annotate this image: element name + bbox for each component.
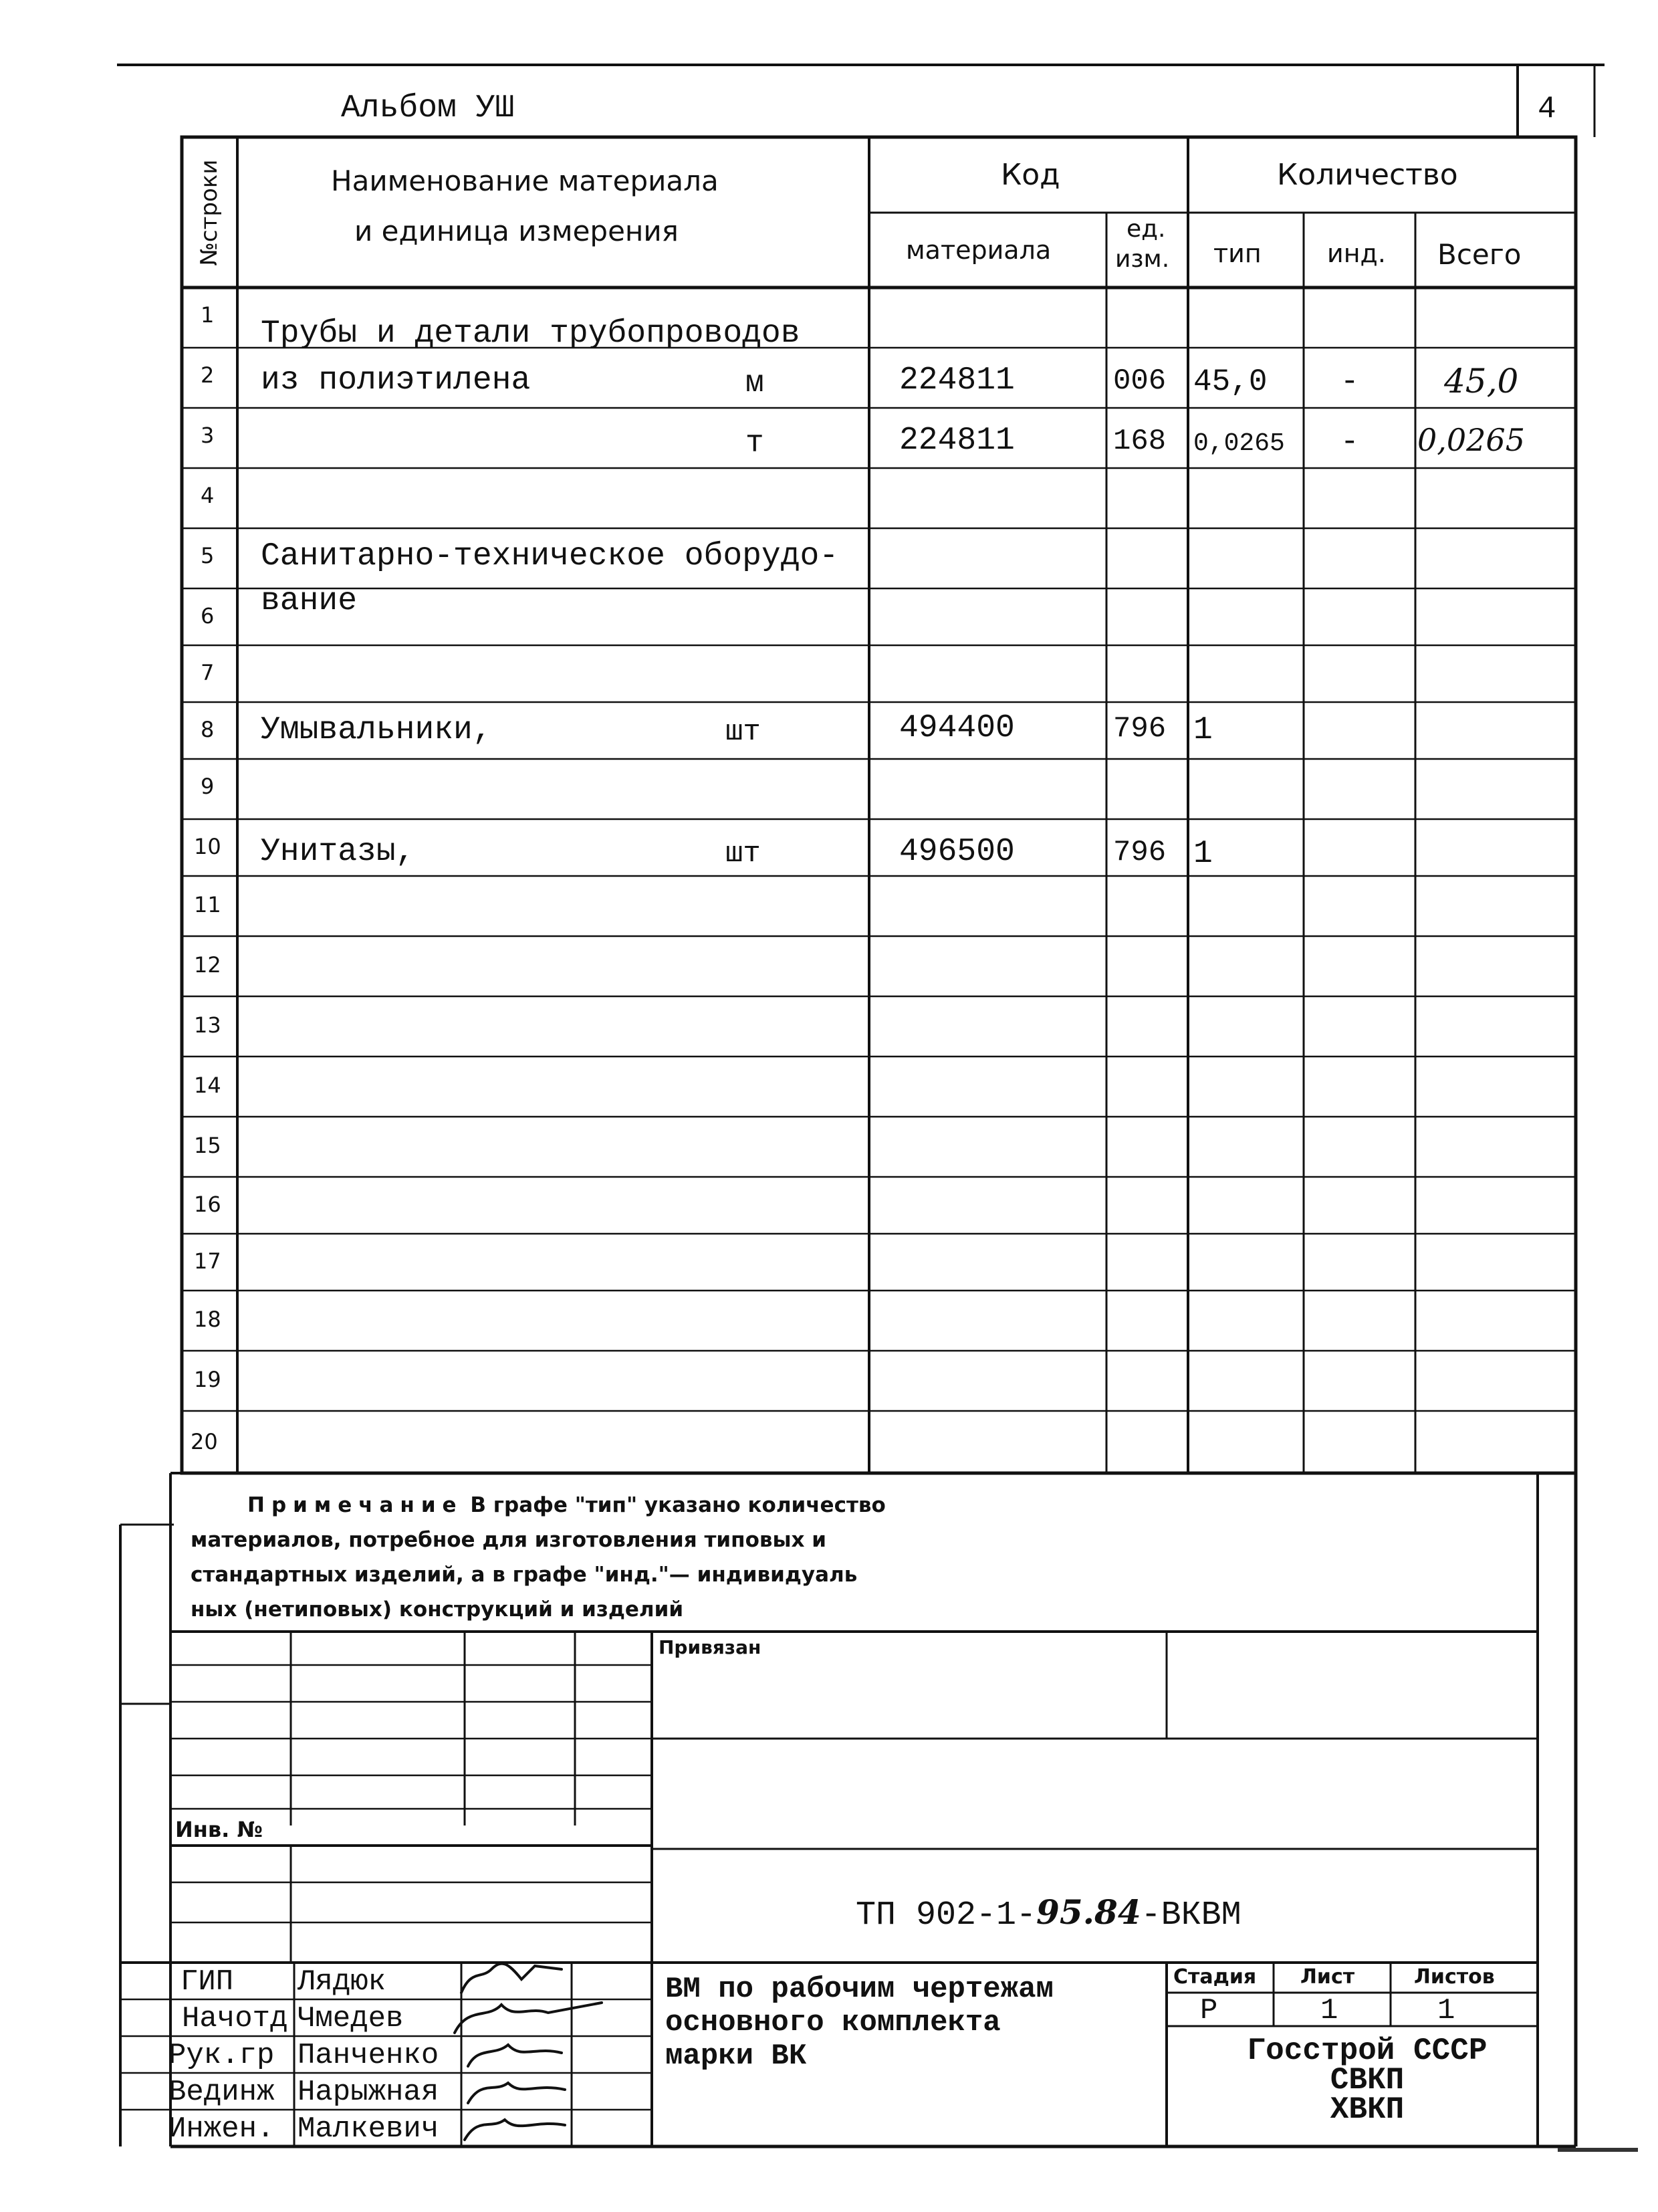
row-unit: м [745, 366, 764, 401]
row-number: 6 [201, 603, 215, 629]
signer-name: Нарыжная [298, 2076, 439, 2109]
col-header-unit-line2: изм. [1115, 245, 1170, 273]
row-unit-code: 796 [1113, 712, 1167, 746]
row-number: 20 [191, 1429, 218, 1454]
row-code: 496500 [899, 834, 1015, 870]
privyazan-label: Привязан [659, 1636, 761, 1658]
row-qty-ind: - [1340, 425, 1359, 459]
row-name: Санитарно-техническое оборудо- [261, 538, 839, 574]
row-number: 13 [194, 1012, 221, 1038]
row-unit-code: 168 [1113, 425, 1167, 458]
row-number: 17 [194, 1248, 221, 1274]
signature-nachotd [455, 2003, 602, 2033]
row-code: 494400 [899, 710, 1015, 746]
row-number: 11 [194, 892, 221, 917]
signer-role: Начотд [182, 2002, 288, 2035]
row-number: 9 [201, 774, 215, 799]
col-header-qty-total: Всего [1437, 238, 1522, 271]
row-name: вание [261, 583, 358, 619]
stage-label: Стадия [1173, 1965, 1257, 1989]
col-header-code-material: материала [906, 235, 1052, 265]
row-qty-ind: - [1340, 364, 1359, 399]
row-qty-total: 0,0265 [1417, 422, 1525, 458]
row-name: Трубы и детали трубопроводов [261, 316, 800, 352]
stamp-title-line1: ВМ по рабочим чертежам [665, 1973, 1054, 2006]
row-qty-type: 45,0 [1193, 364, 1268, 399]
signer-name: Лядюк [298, 1965, 386, 1999]
organization-line3: ХВКП [1330, 2092, 1405, 2127]
signer-role: Инжен. [168, 2112, 275, 2146]
row-number: 16 [194, 1192, 221, 1217]
col-header-qty-ind: инд. [1327, 239, 1386, 268]
stamp-title-line3: марки ВК [665, 2039, 807, 2073]
signature-vedinzh [468, 2083, 565, 2103]
row-number: 10 [194, 834, 221, 859]
document-code-prefix: ТП 902-1- [856, 1896, 1037, 1934]
row-number: 3 [201, 423, 215, 448]
col-header-unit-line1: ед. [1127, 215, 1166, 243]
note-line2: материалов, потребное для изготовления типовых и [191, 1528, 827, 1552]
row-unit: т [745, 426, 764, 461]
row-name: Умывальники, [261, 712, 492, 748]
sheets-label: Листов [1414, 1965, 1495, 1989]
signature-gip [461, 1964, 562, 1993]
row-unit-code: 796 [1113, 836, 1167, 869]
row-qty-type: 0,0265 [1193, 429, 1285, 458]
col-header-qty-type: тип [1213, 239, 1262, 268]
stage-value: Р [1200, 1994, 1218, 2027]
row-number: 7 [201, 660, 215, 685]
col-header-name-line2: и единица измерения [354, 215, 679, 247]
page-number: 4 [1538, 92, 1556, 126]
signer-name: Чмедев [298, 2002, 404, 2035]
signature-inzhen [465, 2120, 565, 2140]
signer-name: Малкевич [298, 2112, 439, 2146]
row-number: 1 [201, 302, 215, 328]
sheet-value: 1 [1320, 1994, 1338, 2027]
row-number: 4 [201, 483, 215, 508]
col-header-name-line1: Наименование материала [331, 164, 719, 197]
row-unit: шт [725, 837, 761, 871]
signature-rukgr [468, 2045, 562, 2066]
inventory-number-label: Инв. № [175, 1817, 263, 1842]
organization-line1: Госстрой СССР [1247, 2033, 1488, 2068]
row-number: 2 [201, 362, 215, 388]
row-number: 12 [194, 952, 221, 978]
row-unit-code: 006 [1113, 364, 1167, 398]
row-code: 224811 [899, 423, 1015, 459]
row-name: Унитазы, [261, 834, 415, 870]
row-number: 15 [194, 1133, 221, 1158]
sheets-value: 1 [1437, 1994, 1455, 2027]
row-number: 5 [201, 543, 215, 568]
row-qty-total: 45,0 [1444, 362, 1519, 401]
col-header-rownum: №строки [196, 159, 223, 266]
signer-role: ГИП [181, 1965, 234, 1999]
signer-role: Вединж [168, 2076, 275, 2109]
stamp-title-line2: основного комплекта [665, 2006, 1001, 2039]
row-number: 18 [194, 1307, 221, 1332]
note-line1: В графе "тип" указано количество [470, 1493, 886, 1517]
signer-role: Рук.гр [168, 2039, 275, 2072]
document-code-handwritten: 95.84 [1036, 1892, 1141, 1932]
row-number: 8 [201, 717, 215, 742]
row-unit: шт [725, 715, 761, 749]
organization-line2: СВКП [1330, 2063, 1405, 2098]
album-label: Альбом УШ [341, 90, 515, 126]
note-lead: Примечание [247, 1493, 463, 1517]
col-header-quantity: Количество [1277, 158, 1458, 192]
note-line3: стандартных изделий, а в графе "инд."— индивидуаль [191, 1563, 858, 1587]
row-name: из полиэтилена [261, 362, 531, 399]
row-number: 19 [194, 1367, 221, 1392]
row-qty-type: 1 [1193, 712, 1213, 748]
row-number: 14 [194, 1073, 221, 1098]
signer-name: Панченко [298, 2039, 439, 2072]
document-code-suffix: -ВКВМ [1141, 1896, 1241, 1934]
col-header-code: Код [1001, 158, 1060, 192]
note-line4: ных (нетиповых) конструкций и изделий [191, 1597, 684, 1622]
row-code: 224811 [899, 362, 1015, 399]
row-qty-type: 1 [1193, 836, 1213, 872]
sheet-label: Лист [1300, 1965, 1355, 1989]
